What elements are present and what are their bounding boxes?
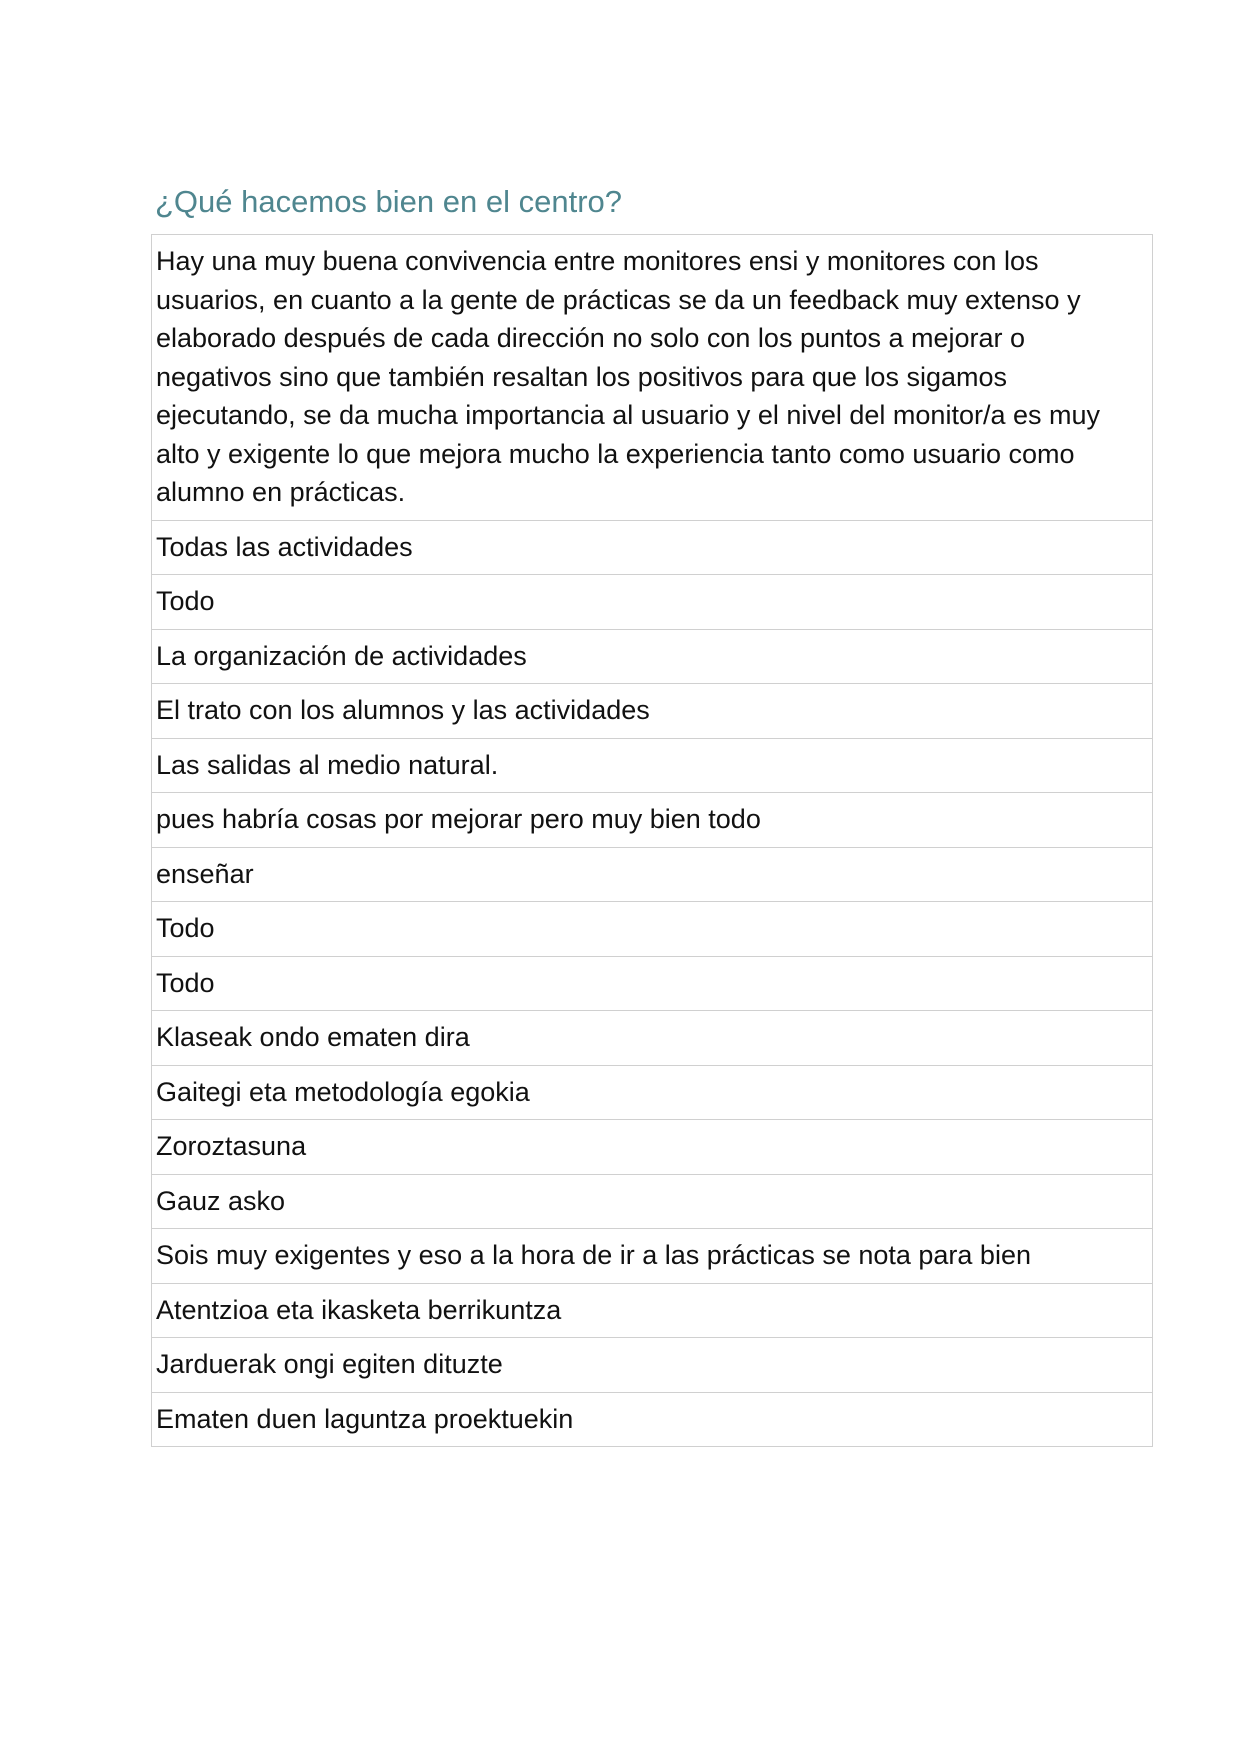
response-cell: Sois muy exigentes y eso a la hora de ir a las prácticas se nota para bien xyxy=(152,1229,1153,1284)
table-row xyxy=(152,902,1153,957)
response-cell: El trato con los alumnos y las actividades xyxy=(152,684,1153,739)
response-cell: Todas las actividades xyxy=(152,520,1153,575)
table-row xyxy=(152,1283,1153,1338)
table-row xyxy=(152,956,1153,1011)
response-cell: enseñar xyxy=(152,847,1153,902)
response-cell: Ematen duen laguntza proektuekin xyxy=(152,1392,1153,1447)
table-row xyxy=(152,1065,1153,1120)
response-cell: Zoroztasuna xyxy=(152,1120,1153,1175)
response-cell: La organización de actividades xyxy=(152,629,1153,684)
table-row xyxy=(152,235,1153,521)
table-row xyxy=(152,1229,1153,1284)
response-cell: Klaseak ondo ematen dira xyxy=(152,1011,1153,1066)
page-title: ¿Qué hacemos bien en el centro? xyxy=(155,184,622,219)
table-row xyxy=(152,520,1153,575)
table-row xyxy=(152,1120,1153,1175)
response-cell: Atentzioa eta ikasketa berrikuntza xyxy=(152,1283,1153,1338)
table-row xyxy=(152,1392,1153,1447)
response-cell: Hay una muy buena convivencia entre monitores ensi y monitores con los usuarios, en cuanto a la gente de prácticas se da un feedback muy extenso y elaborado después de cada dirección no solo con los puntos a mejorar o negativos sino que también resaltan los positivos para que los sigamos ejecutando, se da mucha importancia al usuario y el nivel del monitor/a es muy alto y exigente lo que mejora mucho la experiencia tanto como usuario como alumno en prácticas. xyxy=(152,235,1153,521)
response-cell: pues habría cosas por mejorar pero muy bien todo xyxy=(152,793,1153,848)
table-row xyxy=(152,1338,1153,1393)
table-row xyxy=(152,738,1153,793)
responses-table xyxy=(151,234,1153,1447)
table-row xyxy=(152,575,1153,630)
response-cell: Todo xyxy=(152,575,1153,630)
table-row xyxy=(152,684,1153,739)
table-row xyxy=(152,1011,1153,1066)
table-row xyxy=(152,847,1153,902)
response-cell: Todo xyxy=(152,956,1153,1011)
response-cell: Las salidas al medio natural. xyxy=(152,738,1153,793)
table-row xyxy=(152,793,1153,848)
response-cell: Gauz asko xyxy=(152,1174,1153,1229)
response-cell: Gaitegi eta metodología egokia xyxy=(152,1065,1153,1120)
response-cell: Todo xyxy=(152,902,1153,957)
response-cell: Jarduerak ongi egiten dituzte xyxy=(152,1338,1153,1393)
table-row xyxy=(152,629,1153,684)
table-row xyxy=(152,1174,1153,1229)
